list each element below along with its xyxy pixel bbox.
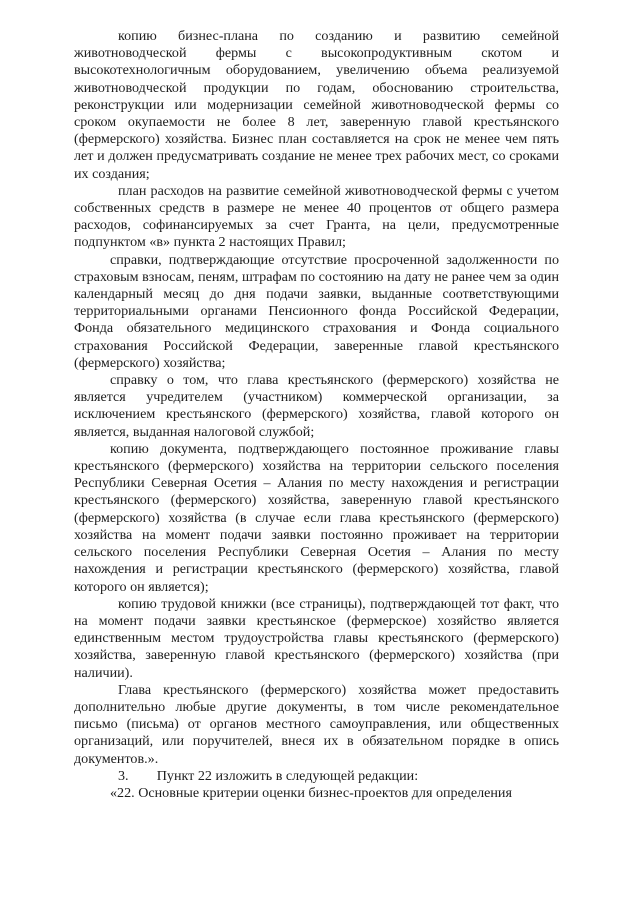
paragraph-item-22: «22. Основные критерии оценки бизнес-проектов для определения bbox=[110, 784, 512, 801]
document-body bbox=[74, 28, 559, 802]
paragraph-item-3: 3. Пункт 22 изложить в следующей редакции: bbox=[118, 767, 419, 784]
paragraph-expense-plan: план расходов на развитие семейной животноводческой фермы с учетом собственных средств в размере не менее 40 процентов от общего размера расходов, софинансируемых за счет Гранта, на цели, предусмотренные подпунктом «в» пункта 2 настоящих Правил; bbox=[74, 182, 559, 251]
paragraph-business-plan: копию бизнес-плана по созданию и развитию семейной животноводческой фермы с высокопродуктивным скотом и высокотехнологичным оборудованием, увеличению объема реализуемой животноводческой продукции по годам, обоснованию строительства, реконструкции или модернизации семейной животноводческой фермы со сроком окупаемости не более 8 лет, заверенную главой крестьянского (фермерского) хозяйства. Бизнес план составляется на срок не менее чем пять лет и должен предусматривать создание не менее трех рабочих мест, со сроками их создания; bbox=[74, 28, 559, 182]
paragraph-founder-certificate: справку о том, что глава крестьянского (фермерского) хозяйства не является учредителем (участником) коммерческой организации, за исключением крестьянского (фермерского) хозяйства, главой которого он является, выданная налоговой службой; bbox=[74, 372, 559, 440]
paragraph-residence-document: копию документа, подтверждающего постоянное проживание главы крестьянского (фермерского) хозяйства на территории сельского поселения Республики Северная Осетия – Алания по месту нахождения и регистрации крестьянского (фермерского) хозяйства, заверенную главой крестьянского (фермерского) хозяйства (в случае если глава крестьянского (фермерского) хозяйства на момент подачи заявки постоянно проживает на территории сельского поселения Республики Северная Осетия – Алания по месту нахождения и регистрации крестьянского (фермерского) хозяйства, главой которого он является); bbox=[74, 440, 559, 595]
paragraph-employment-record: копию трудовой книжки (все страницы), подтверждающей тот факт, что на момент подачи заявки крестьянское (фермерское) хозяйство является единственным местом трудоустройства главы крестьянского (фермерского) хозяйства, заверенную главой крестьянского (фермерского) хозяйства (при наличии). bbox=[74, 595, 559, 681]
paragraph-additional-documents: Глава крестьянского (фермерского) хозяйства может предоставить дополнительно любые другие документы, в том числе рекомендательное письмо (письма) от органов местного самоуправления, или общественных организаций, или поручителей, внеся их в обязательном порядке в опись документов.». bbox=[74, 681, 559, 767]
paragraph-debt-certificates: справки, подтверждающие отсутствие просроченной задолженности по страховым взносам, пеням, штрафам по состоянию на дату не ранее чем за один календарный месяц до дня подачи заявки, выданные соответствующими территориальными органами Пенсионного фонда Российской Федерации, Фонда обязательного медицинского страхования и Фонда социального страхования Российской Федерации, заверенные главой крестьянского (фермерского) хозяйства; bbox=[74, 251, 559, 371]
